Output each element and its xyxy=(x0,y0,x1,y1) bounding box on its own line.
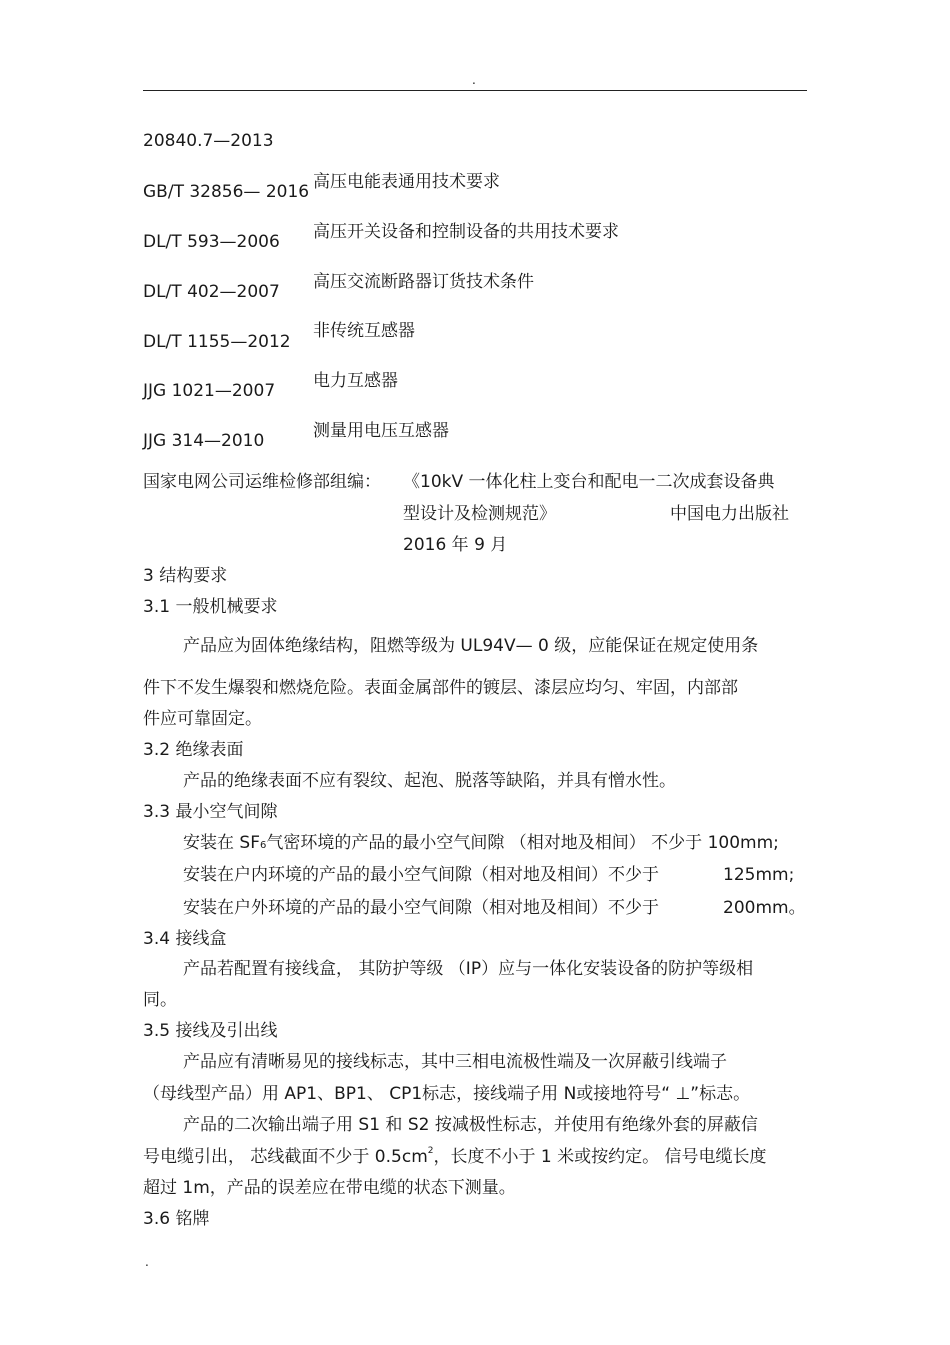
value xyxy=(723,865,794,885)
paragraph-line: 产品应为固体绝缘结构，阻燃等级为 UL94V— 0 级，应能保证在规定使用条 xyxy=(183,636,759,656)
text-run: ，产品的误差应在带电缆的状态下测量。 xyxy=(209,1178,516,1198)
paragraph-line: 产品的二次输出端子用 S1 和 S2 按减极性标志，并使用有绝缘外套的屏蔽信 xyxy=(183,1115,758,1135)
section-heading: 3.4 接线盒 xyxy=(143,929,227,949)
paragraph-line: 安装在户内环境的产品的最小空气间隙（相对地及相间）不少于 xyxy=(183,865,659,885)
paragraph-line: 产品应有清晰易见的接线标志，其中三相电流极性端及一次屏蔽引线端子 xyxy=(183,1052,727,1072)
ref-code: JJG 1021—2007 xyxy=(143,381,276,401)
paragraph-line xyxy=(143,1147,767,1167)
book-editor: 国家电网公司运维检修部组编： xyxy=(143,472,381,492)
ref-code: GB/T 32856— 2016 xyxy=(143,182,310,202)
text-run: 号电缆引出， 芯线截面不少于 0.5cm xyxy=(143,1147,428,1167)
ref-code: DL/T 593—2006 xyxy=(143,232,280,252)
footer-mark: . xyxy=(145,1255,149,1269)
section-heading: 3.6 铭牌 xyxy=(143,1209,210,1229)
paragraph-line: 安装在户外环境的产品的最小空气间隙（相对地及相间）不少于 xyxy=(183,898,659,918)
section-heading: 3 结构要求 xyxy=(143,566,228,586)
header-mark: . xyxy=(472,73,476,87)
ref-title: 高压电能表通用技术要求 xyxy=(313,172,500,192)
paragraph-line: 件应可靠固定。 xyxy=(143,709,262,729)
book-date: 2016 年 9 月 xyxy=(403,535,508,555)
section-heading: 3.2 绝缘表面 xyxy=(143,740,244,760)
ref-title: 电力互感器 xyxy=(313,371,398,391)
superscript: 2 xyxy=(427,1146,434,1156)
text-run: 安装在 SF xyxy=(183,833,260,853)
book-title-line2: 型设计及检测规范》 xyxy=(403,504,556,524)
ref-title: 高压开关设备和控制设备的共用技术要求 xyxy=(313,222,619,242)
subscript: 6 xyxy=(259,840,267,851)
ref-title: 高压交流断路器订货技术条件 xyxy=(313,272,534,292)
ref-title: 非传统互感器 xyxy=(313,321,415,341)
paragraph-line: 件下不发生爆裂和燃烧危险。表面金属部件的镀层、漆层应均匀、牢固，内部部 xyxy=(143,678,738,698)
section-heading: 3.5 接线及引出线 xyxy=(143,1021,278,1041)
text-run: ; xyxy=(773,833,779,853)
header-rule xyxy=(143,90,807,91)
text-run: 超过 1m xyxy=(143,1178,210,1198)
ref-code: 20840.7—2013 xyxy=(143,131,274,151)
value xyxy=(723,898,806,918)
text-run: 200mm xyxy=(723,898,789,918)
ref-code: DL/T 1155—2012 xyxy=(143,332,291,352)
paragraph-line: 产品若配置有接线盒， 其防护等级 （IP）应与一体化安装设备的防护等级相 xyxy=(183,959,754,979)
paragraph-line: 同。 xyxy=(143,990,177,1010)
text-run: ; xyxy=(788,865,795,885)
ref-code: DL/T 402—2007 xyxy=(143,282,280,302)
paragraph-line xyxy=(183,833,779,856)
section-heading: 3.3 最小空气间隙 xyxy=(143,802,278,822)
paragraph-line xyxy=(143,1178,516,1198)
text-run: 125mm xyxy=(723,865,789,885)
text-run: 。 xyxy=(788,898,806,918)
section-heading: 3.1 一般机械要求 xyxy=(143,597,278,617)
ref-code: JJG 314—2010 xyxy=(143,431,265,451)
paragraph-line: 产品的绝缘表面不应有裂纹、起泡、脱落等缺陷，并具有憎水性。 xyxy=(183,771,676,791)
text-run: ，长度不小于 1 米或按约定。 信号电缆长度 xyxy=(433,1147,767,1167)
book-title-line1: 《10kV 一体化柱上变台和配电一二次成套设备典 xyxy=(403,472,775,492)
text-run: 气密环境的产品的最小空气间隙 （相对地及相间） 不少于 100mm xyxy=(266,833,774,853)
book-publisher: 中国电力出版社 xyxy=(670,504,789,524)
paragraph-line: （母线型产品）用 AP1、BP1、 CP1标志，接线端子用 N或接地符号“ ⊥”标志。 xyxy=(143,1084,751,1104)
ref-title: 测量用电压互感器 xyxy=(313,421,449,441)
